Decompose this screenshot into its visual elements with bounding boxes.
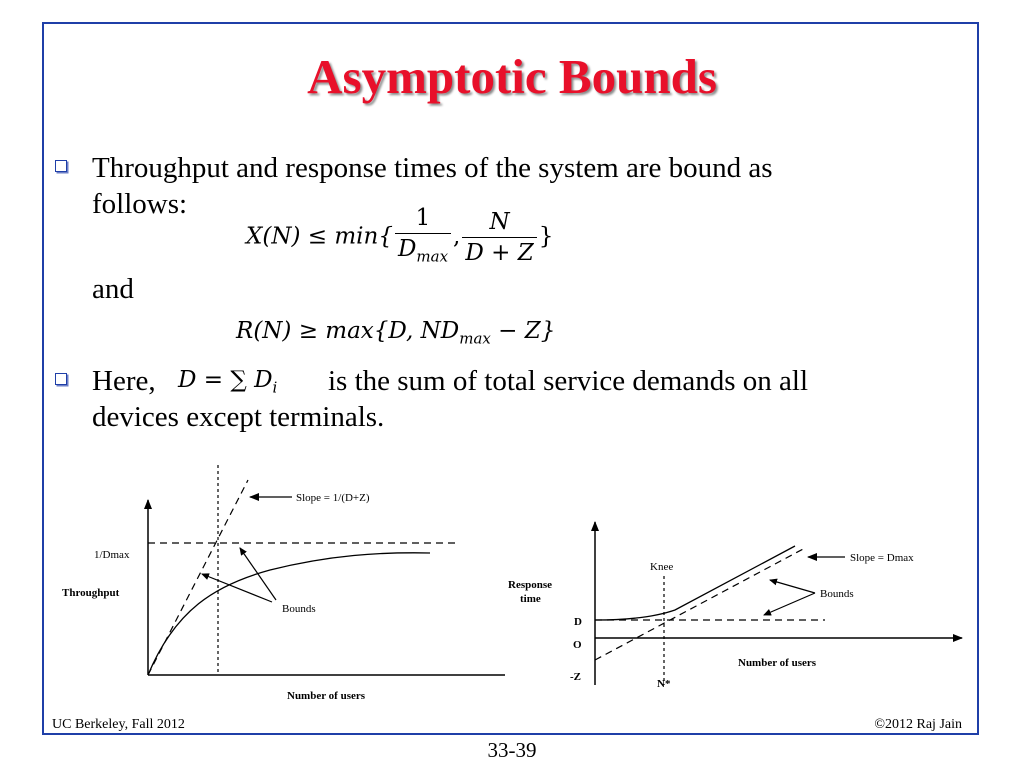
bullet2-suffix: is the sum of total service demands on all xyxy=(328,365,809,397)
right-tick-d: D xyxy=(574,616,582,628)
response-equation: R(N) ≥ max{D, $ND_{max} - Z$} xyxy=(236,318,556,348)
right-slope-label: Slope = Dmax xyxy=(850,552,914,564)
right-bounds-label: Bounds xyxy=(820,588,854,600)
right-bounds-arrow xyxy=(764,593,815,615)
eq-frac-1-num: 1 xyxy=(395,203,451,234)
right-y-label-line2: time xyxy=(520,593,541,605)
left-bounds-label: Bounds xyxy=(282,603,316,615)
eq-frac-2-den: D + Z xyxy=(465,239,534,266)
left-bounds-arrow xyxy=(240,548,276,600)
right-tick-o: O xyxy=(573,639,582,651)
sum-definition: D = ∑ $D_i$ xyxy=(178,367,278,397)
right-tick-nstar: N* xyxy=(657,678,671,690)
right-bounds-arrow xyxy=(770,580,815,593)
eq-sep: , xyxy=(453,223,461,250)
bullet2-line2: devices except terminals. xyxy=(92,401,385,433)
eq-frac-2-num: N xyxy=(462,207,536,238)
left-x-label: Number of users xyxy=(287,690,366,702)
eq-frac-1-den: $D_{max}$ xyxy=(397,236,449,266)
right-slope-bound xyxy=(595,548,805,660)
bullet1-line1: Throughput and response times of the system are bound as xyxy=(92,152,773,184)
and-text: and xyxy=(92,273,134,305)
left-slope-label: Slope = 1/(D+Z) xyxy=(296,492,370,504)
left-y-label: Throughput xyxy=(62,587,120,599)
slide-title: Asymptotic Bounds xyxy=(307,49,717,104)
eq-throughput-lhs: X(N) ≤ min{ xyxy=(246,223,393,250)
footer-right: ©2012 Raj Jain xyxy=(874,717,962,732)
bullet2-prefix: Here, xyxy=(92,365,156,397)
right-knee-label: Knee xyxy=(650,561,674,573)
footer-left: UC Berkeley, Fall 2012 xyxy=(52,717,185,732)
eq-close: } xyxy=(538,223,554,250)
left-y-tick: 1/Dmax xyxy=(94,549,130,561)
response-time-curve xyxy=(595,546,795,620)
bullet1-line2: follows: xyxy=(92,188,188,220)
page-number: 33-39 xyxy=(487,738,537,762)
right-y-label-line1: Response xyxy=(508,579,553,591)
right-x-label: Number of users xyxy=(738,657,817,669)
right-tick-negz: -Z xyxy=(570,671,581,683)
